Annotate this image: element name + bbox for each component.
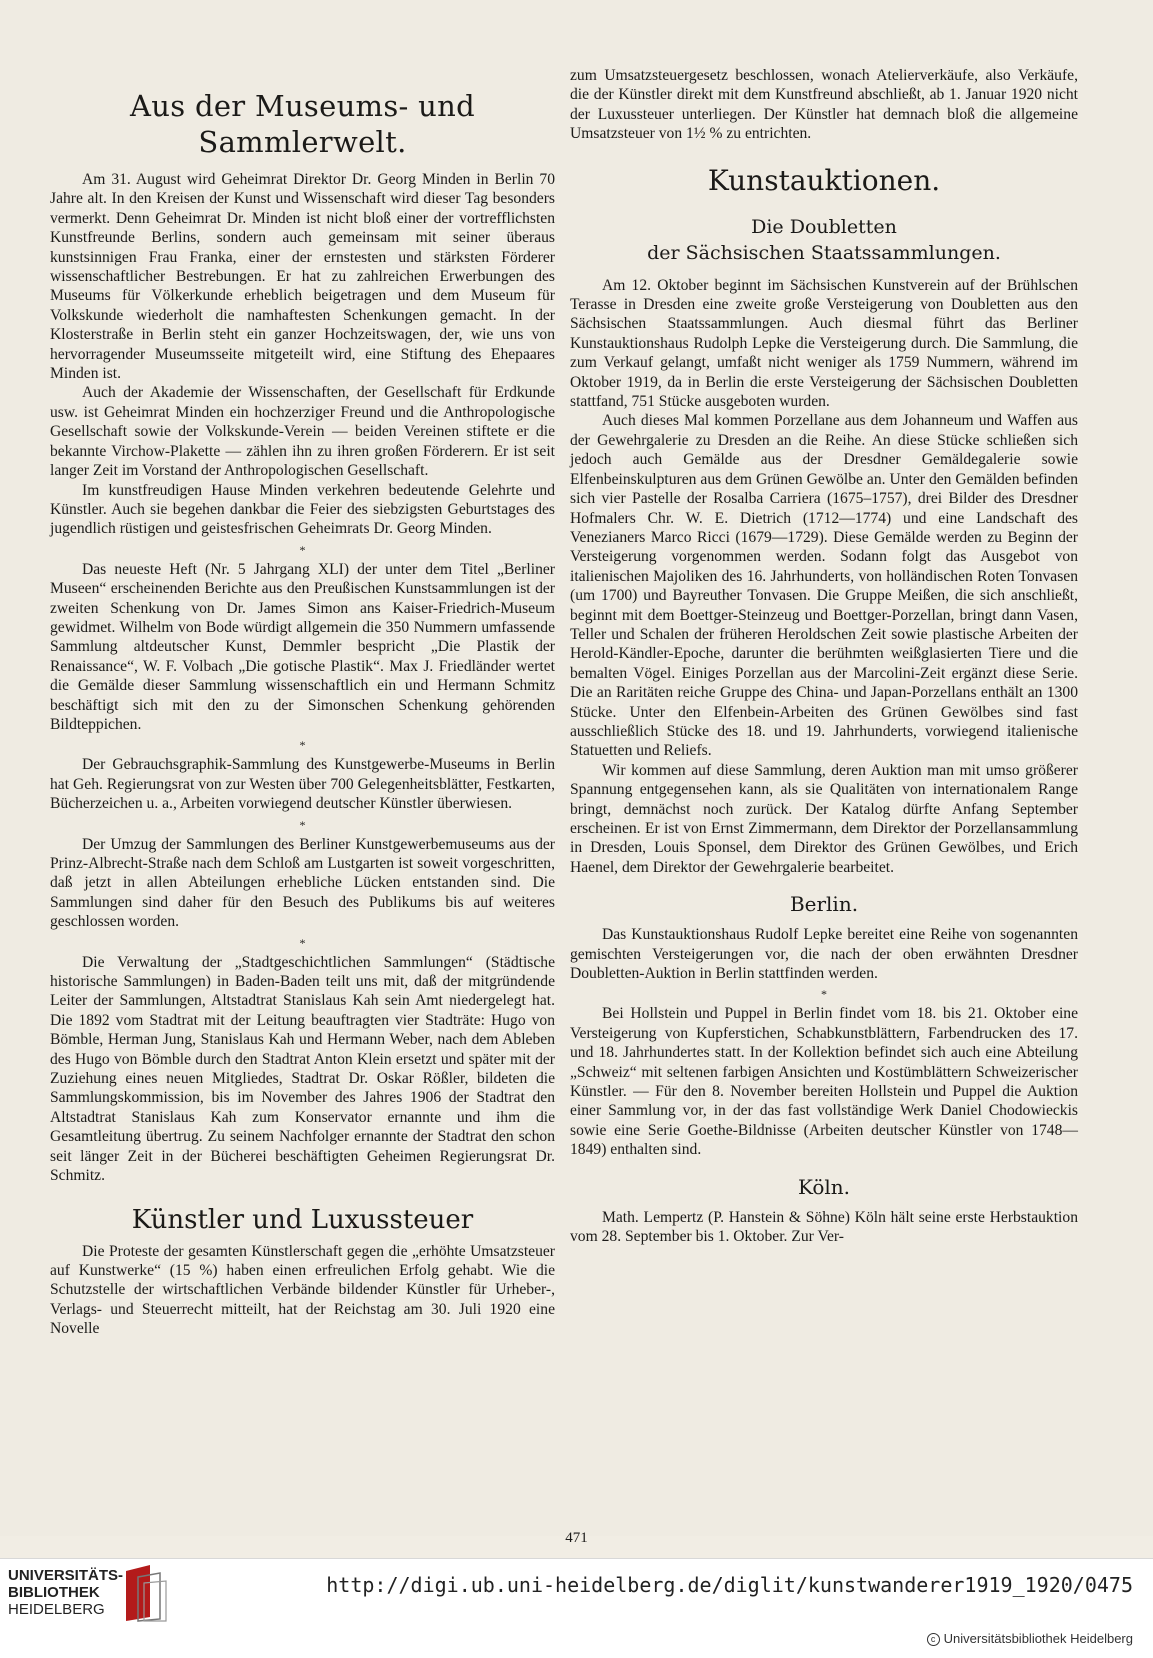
- copyright-icon: c: [927, 1633, 940, 1646]
- logo-line: HEIDELBERG: [8, 1601, 105, 1618]
- footer-bar: [0, 1558, 1153, 1658]
- subheading-doubletten: Die Doubletten: [751, 215, 897, 238]
- paragraph: Das neueste Heft (Nr. 5 Jahrgang XLI) der unter dem Titel „Berliner Museen“ erscheinenden Berichte aus den Preußischen Kunstsammlungen ist der zweiten Schenkung von Dr. James Simon ans Kaiser-Friedrich-Museum gewidmet. Wilhelm von Bode würdigt allgemein die 350 Nummern umfassende Sammlung altdeutscher Kunst, Demmler bespricht „Die Plastik der Renaissance“, W. F. Volbach „Die gotische Plastik“. Max J. Friedländer wertet die Gemälde dieser Sammlung wissenschaftlich ein und Hermann Schmitz beschäftigt sich mit den zu der Simonschen Schenkung gehörenden Bildteppichen.: [50, 560, 555, 733]
- city-heading-koeln: Köln.: [797, 1174, 851, 1199]
- right-column: [570, 66, 1078, 1247]
- left-column: [50, 88, 555, 1339]
- paragraph: Auch der Akademie der Wissenschaften, der Gesellschaft für Erdkunde usw. ist Geheimrat Minden ein hochzerziger Freund und die Anthropologische Gesellschaft sowie der Volkskunde-Verein — beiden Vereinen stiftete er die bekannte Virchow-Plakette — zählen ihn zu ihren großen Förderern. Er ist seit langer Zeit im Vorstand der Anthropologischen Gesellschaft.: [50, 384, 555, 480]
- city-heading-berlin: Berlin.: [789, 892, 859, 917]
- page-number: 471: [565, 1530, 588, 1546]
- paragraph: Bei Hollstein und Puppel in Berlin findet vom 18. bis 21. Oktober eine Versteigerung von Kupferstichen, Schabkunstblättern, Farbendrucken des 17. und 18. Jahrhundertes statt. In der Kollektion befindet sich auch eine Abteilung „Schweiz“ mit seltenen farbigen Ansichten und Kostümblättern Schweizerischer Künstler. — Für den 8. November bereiten Hollstein und Puppel die Auktion einer Sammlung vor, in der das fast vollständige Werk Daniel Chodowieckis sowie eine Serie Goethe-Bildnisse (Arbeiten deutscher Künstler von 1748—1849) enthalten sind.: [570, 1005, 1078, 1159]
- copyright-text: Universitätsbibliothek Heidelberg: [943, 1631, 1133, 1646]
- section-heading-kuenstler: Künstler und Luxussteuer: [131, 1204, 474, 1235]
- section-heading-museums: Aus der Museums- und Sammlerwelt.: [130, 89, 475, 159]
- paragraph: Der Umzug der Sammlungen des Berliner Kunstgewerbemuseums aus der Prinz-Albrecht-Straße nach dem Schloß am Lustgarten ist soweit vorgeschritten, daß jetzt in allen Abteilungen erhebliche Lücken entstanden sind. Die Sammlungen sind daher für den Besuch des Publikums bis auf weiteres geschlossen worden.: [50, 835, 555, 931]
- paragraph: Am 12. Oktober beginnt im Sächsischen Kunstverein auf der Brühlschen Terasse in Dresden eine zweite große Versteigerung von Doubletten aus den Sächsischen Staatssammlungen. Auch diesmal führt das Berliner Kunstauktionshaus Rudolph Lepke die Versteigerung durch. Die Sammlung, die zum Verkauf gelangt, umfaßt nicht weniger als 1759 Nummern, während im Oktober 1919, da in Berlin die erste Versteigerung der Sächsischen Doubletten stattfand, 751 Stücke ausgeboten wurden.: [570, 276, 1078, 411]
- section-heading-kunstauktionen: Kunstauktionen.: [707, 163, 941, 197]
- permalink-url[interactable]: http://digi.ub.uni-heidelberg.de/diglit/kunstwanderer1919_1920/0475: [326, 1573, 1133, 1597]
- paragraph: Der Gebrauchsgraphik-Sammlung des Kunstgewerbe-Museums in Berlin hat Geh. Regierungsrat von zur Westen über 700 Gelegenheitsblätter, Festkarten, Bücherzeichen u. a., Arbeiten vorwiegend deutscher Künstler überwiesen.: [50, 756, 555, 813]
- library-logo-icon: [120, 1563, 170, 1623]
- paragraph: Math. Lempertz (P. Hanstein & Söhne) Köln hält seine erste Herbstauktion vom 28. September bis 1. Oktober. Zur Ver-: [570, 1208, 1078, 1246]
- copyright-notice: [927, 1631, 1133, 1646]
- paragraph: Das Kunstauktionshaus Rudolf Lepke bereitet eine Reihe von sogenannten gemischten Versteigerungen vor, die nach der oben erwähnten Dresdner Doubletten-Auktion in Berlin stattfinden werden.: [570, 926, 1078, 983]
- paragraph: zum Umsatzsteuergesetz beschlossen, wonach Atelierverkäufe, also Verkäufe, die der Künstler direkt mit dem Kunstfreund abschließt, ab 1. Januar 1920 nicht der Luxussteuer unterliegen. Der Künstler hat demnach bloß die allgemeine Umsatzsteuer von 1½ % zu entrichten.: [570, 67, 1078, 143]
- separator-star: *: [299, 935, 306, 950]
- library-logo-text[interactable]: [8, 1567, 123, 1618]
- paragraph: Im kunstfreudigen Hause Minden verkehren bedeutende Gelehrte und Künstler. Auch sie begehen dankbar die Feier des siebzigsten Geburtstages des jugendlich rüstigen und geistesfrischen Geheimrats Dr. Georg Minden.: [50, 481, 555, 538]
- separator-star: *: [821, 987, 827, 1002]
- separator-star: *: [299, 738, 306, 753]
- logo-line: BIBLIOTHEK: [8, 1584, 100, 1601]
- separator-star: *: [299, 817, 306, 832]
- paragraph: Wir kommen auf diese Sammlung, deren Auktion man mit umso größerer Spannung entgegensehen kann, als sie Qualitäten von internationalem Range bringt, demnächst noch zurück. Der Katalog dürfte Anfang September erscheinen. Er ist von Ernst Zimmermann, dem Direktor der Porzellansammlung in Dresden, Louis Sponsel, dem Direktor des Grünen Gewölbes, und Erich Haenel, dem Direktor der Gewehrgalerie bearbeitet.: [570, 761, 1078, 876]
- separator-star: *: [299, 542, 306, 557]
- paragraph: Die Proteste der gesamten Künstlerschaft gegen die „erhöhte Umsatzsteuer auf Kunstwerke“ (15 %) haben einen erfreulichen Erfolg gehabt. Wie die Schutzstelle der wirtschaftlichen Verbände bildender Künstler für Urheber-, Verlags- und Steuerrecht mitteilt, hat der Reichstag am 30. Juli 1920 eine Novelle: [50, 1242, 555, 1338]
- logo-line: UNIVERSITÄTS-: [8, 1567, 124, 1584]
- paragraph: Die Verwaltung der „Stadtgeschichtlichen Sammlungen“ (Städtische historische Sammlungen) in Baden-Baden teilt uns mit, daß der mitgründende Leiter der Sammlungen, Altstadtrat Stanislaus Kah sein Amt niedergelegt hat. Die 1892 vom Stadtrat mit der Leitung beauftragten vier Stadträte: Hugo von Bömble, Herman Jung, Stanislaus Kah und Hermann Weber, nach dem Ableben des Hugo von Bömble durch den Stadtrat Anton Klein ersetzt und später mit der Zuziehung eines neuen Mitgliedes, Stadtrat Dr. Oskar Rößler, bildeten die Sammlungskommission, bis im November des Jahres 1906 der Stadtrat den Altstadtrat Stanislaus Kah zum Konservator ernannte und ihm die Gesamtleitung übertrug. Zu seinem Nachfolger ernannte der Stadtrat den schon seit länger Zeit in der Bücherei beschäftigten Geheimen Regierungsrat Dr. Schmitz.: [50, 953, 555, 1185]
- paragraph: Auch dieses Mal kommen Porzellane aus dem Johanneum und Waffen aus der Gewehrgalerie zu Dresden an die Reihe. An diese Stücke schließen sich jedoch auch Gemälde aus der Dresdner Gemäldegalerie sowie Elfenbeinskulpturen aus dem Grünen Gewölbe an. Unter den Gemälden befinden sich vier Pastelle der Rosalba Carriera (1675–1757), drei Bilder des Dresdner Hofmalers Chr. W. E. Dietrich (1712—1774) und eine Landschaft des Venezianers Marco Ricci (1679—1729). Diese Gemälde werden zu Beginn der Versteigerung vorgenommen werden. Sodann folgt das Ausgebot von italienischen Majoliken des 16. Jahrhunderts, von holländischen Roten Tonvasen (um 1700) und Bayreuther Tonvasen. Die Gruppe Meißen, die sich anschließt, beginnt mit dem Boettger-Steinzeug und Boettger-Porzellan, bringt dann Vasen, Teller und Schalen der früheren Heroldschen Zeit sowie plastische Arbeiten der Herold-Kändler-Epoche, darunter die berühmten weißglasierten Tiere und die bemalten Vögel. Einiges Porzellan aus der Marcolini-Zeit ergänzt diese Serie. Die an Raritäten reiche Gruppe des China- und Japan-Porzellans enthält an 1300 Stücke. Unter den Elfenbein-Arbeiten des Grünen Gewölbes sind fast ausschließlich Stücke des 18. und 19. Jahrhunderts, vorwiegend italienische Statuetten und Reliefs.: [570, 412, 1078, 760]
- paragraph: Am 31. August wird Geheimrat Direktor Dr. Georg Minden in Berlin 70 Jahre alt. In den Kreisen der Kunst und Wissenschaft wird dieser Tag besonders vermerkt. Denn Geheimrat Dr. Minden ist nicht bloß einer der vortrefflichsten Kunstfreunde Berlins, sondern auch gemeinsam mit seiner überaus kunstsinnigen Frau Franka, einer der ernstesten und stärksten Förderer wissenschaftlicher Bestrebungen. Er hat zu zahlreichen Erwerbungen des Museums für Völkerkunde erheblich beigetragen und dem Museum für Volkskunde wiederholt die namhaftesten Schenkungen gemacht. In der Klosterstraße in Berlin steht ein ganzer Hochzeitswagen, der, wie uns von hervorragender Museumsseite mitgeteilt wird, eine Stiftung des Ehepaares Minden ist.: [50, 171, 555, 383]
- subheading-staatssammlungen: der Sächsischen Staatssammlungen.: [647, 241, 1001, 264]
